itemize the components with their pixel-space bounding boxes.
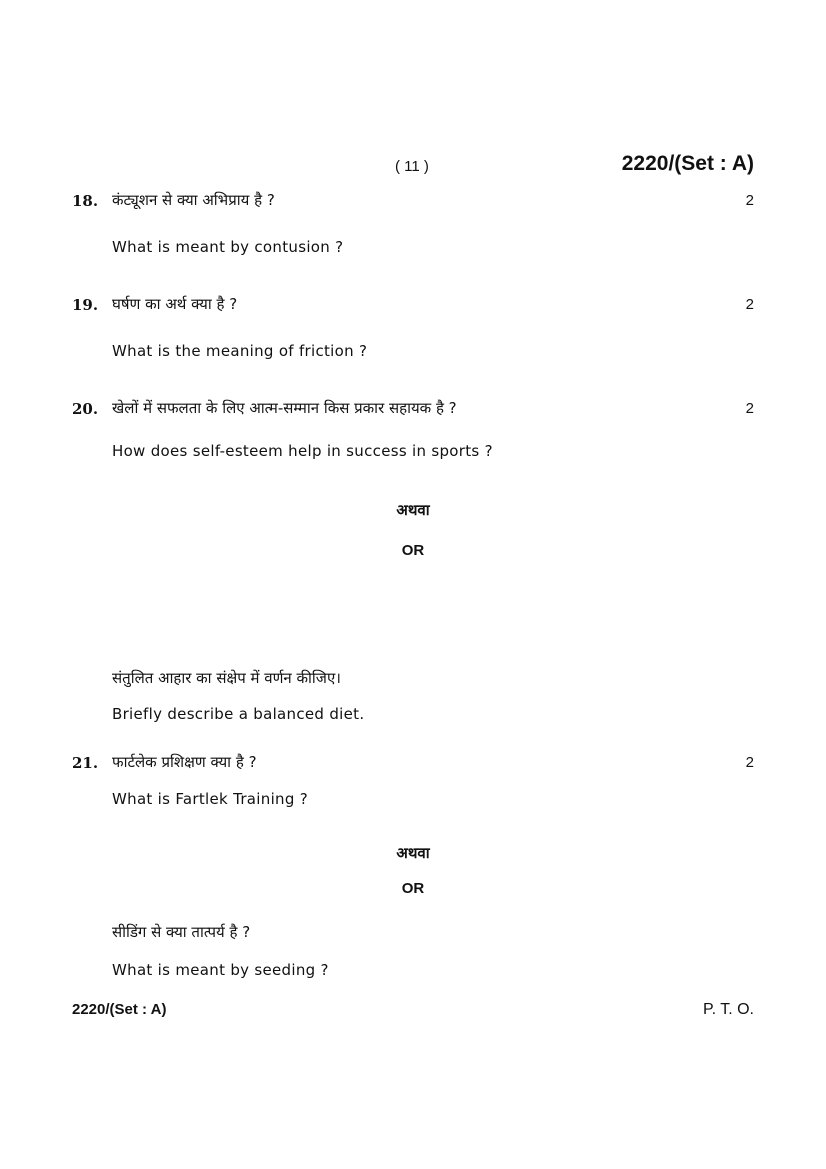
or-hindi: अथवा xyxy=(396,844,430,862)
alternative-question-english: Briefly describe a balanced diet. xyxy=(112,705,365,723)
question-english: What is Fartlek Training ? xyxy=(112,790,308,808)
question-hindi: खेलों में सफलता के लिए आत्म-सम्मान किस प्रकार सहायक है ? xyxy=(112,399,457,417)
or-english: OR xyxy=(401,880,425,897)
question-hindi: घर्षण का अर्थ क्या है ? xyxy=(112,295,238,313)
question-english: How does self-esteem help in success in sports ? xyxy=(112,442,493,460)
or-english: OR xyxy=(401,542,425,559)
question-marks: 2 xyxy=(745,754,754,771)
question-number: 20. xyxy=(72,400,99,418)
alternative-question-hindi: सीडिंग से क्या तात्पर्य है ? xyxy=(112,923,251,941)
question-hindi: कंट्यूशन से क्या अभिप्राय है ? xyxy=(112,191,275,209)
question-marks: 2 xyxy=(745,296,754,313)
paper-code-header: 2220/(Set : A) xyxy=(621,152,754,175)
question-english: What is meant by contusion ? xyxy=(112,238,344,256)
please-turn-over: P. T. O. xyxy=(703,1001,754,1018)
question-hindi: फार्टलेक प्रशिक्षण क्या है ? xyxy=(112,753,257,771)
paper-code-footer: 2220/(Set : A) xyxy=(72,1001,167,1018)
question-number: 18. xyxy=(72,192,99,210)
question-english: What is the meaning of friction ? xyxy=(112,342,368,360)
page-number: ( 11 ) xyxy=(395,158,429,175)
question-marks: 2 xyxy=(745,400,754,417)
alternative-question-hindi: संतुलित आहार का संक्षेप में वर्णन कीजिए। xyxy=(112,669,341,687)
question-marks: 2 xyxy=(745,192,754,209)
or-hindi: अथवा xyxy=(396,501,430,519)
alternative-question-english: What is meant by seeding ? xyxy=(112,961,329,979)
question-number: 21. xyxy=(72,754,99,772)
question-number: 19. xyxy=(72,296,99,314)
